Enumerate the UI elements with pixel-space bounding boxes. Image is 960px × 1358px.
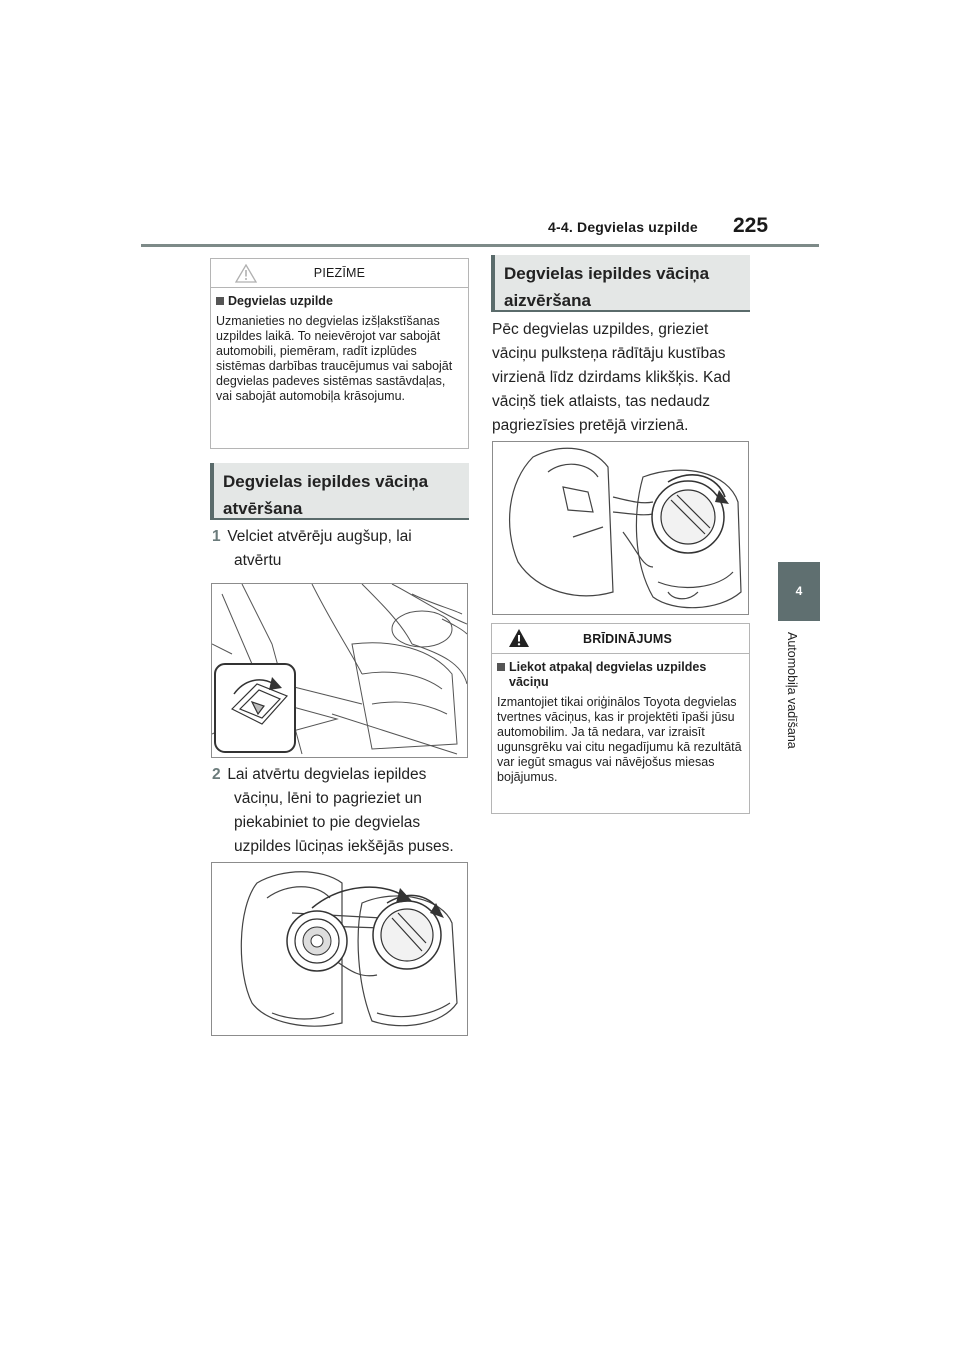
notice-box (210, 258, 469, 449)
heading-accent-bar (210, 463, 214, 518)
notice-header (211, 259, 468, 288)
closing-line-3: virzienā līdz dzirdams klikšķis. Kad (492, 369, 731, 386)
step-1-number: 1 (212, 528, 221, 545)
notice-subtitle-text: Degvielas uzpilde (228, 294, 333, 308)
notice-label: PIEZĪME (313, 266, 366, 280)
warning-label: BRĪDINĀJUMS (582, 632, 672, 646)
warning-box (491, 623, 750, 814)
step-1-line2: atvērtu (234, 552, 282, 569)
chapter-title-vertical (785, 632, 813, 782)
header-rule (141, 244, 819, 247)
closing-line-2: vāciņu pulksteņa rādītāju kustības (492, 345, 726, 362)
warning-subtitle-line2: vāciņu (509, 675, 549, 689)
closing-paragraph (492, 318, 752, 438)
step-2-line1: Lai atvērtu degvielas iepildes (227, 766, 427, 783)
closing-line-1: Pēc degvielas uzpildes, grieziet (492, 321, 709, 338)
step-1-line1: Velciet atvērēju augšup, lai (227, 528, 412, 545)
step-2 (212, 763, 468, 859)
warning-header (492, 624, 749, 654)
step-1 (212, 525, 468, 573)
warning-subtitle-text (509, 660, 706, 690)
heading-accent-bar (491, 255, 495, 310)
fuel-door-opener-illustration (212, 584, 467, 757)
chapter-title: Automobiļa vadīšana (785, 632, 799, 749)
opening-heading (210, 463, 469, 520)
warning-body (492, 654, 749, 785)
fuel-cap-closing-illustration (493, 442, 748, 614)
warning-text: Izmantojiet tikai oriģinālos Toyota degvielas tvertnes vāciņus, kas ir projektēti īpaši jūsu automobilim. Ja tā nedara, var izraisīt ugunsgrēku vai citu negadījumu kā rezultātā var iegūt smagus vai nāvējošus miesas bojājumus. (497, 695, 742, 784)
chapter-tab[interactable] (778, 562, 820, 620)
step-2-line4: uzpildes lūciņas iekšējās puses. (234, 838, 454, 855)
closing-line-4: vāciņš tiek atlaists, tas nedaudz (492, 393, 710, 410)
opening-heading-text (223, 468, 461, 522)
notice-text: Uzmanieties no degvielas izšļakstīšanas uzpildes laikā. To neievērojot var sabojāt automobili, piemēram, radīt izplūdes sistēmas darbības traucējumus vai sabojāt degvielas padeves sistēmas sastāvdaļas, vai sabojāt automobiļa krāsojumu. (216, 314, 453, 403)
fuel-cap-removal-illustration (212, 863, 467, 1035)
closing-heading-text (504, 260, 742, 314)
closing-heading (491, 255, 750, 312)
bullet-square-icon (216, 297, 224, 305)
figure-cap-closing (492, 441, 749, 615)
bullet-square-icon (497, 663, 505, 671)
opening-heading-line1: Degvielas iepildes vāciņa (223, 472, 429, 491)
notice-body (211, 288, 468, 404)
closing-heading-line2: aizvēršana (504, 291, 591, 310)
figure-cap-removal (211, 862, 468, 1036)
step-2-line3: piekabiniet to pie degvielas (234, 814, 421, 831)
step-2-line2: vāciņu, lēni to pagrieziet un (234, 790, 422, 807)
warning-subtitle-line1: Liekot atpakaļ degvielas uzpildes (509, 660, 707, 674)
warning-subtitle (497, 660, 744, 690)
figure-fuel-door-opener (211, 583, 468, 758)
section-title: 4-4. Degvielas uzpilde (548, 219, 698, 235)
chapter-number: 4 (795, 584, 803, 598)
notice-subtitle (216, 294, 463, 309)
chapter-tab-rule (778, 620, 820, 621)
closing-line-5: pagriezīsies pretējā virzienā. (492, 417, 689, 434)
page-number: 225 (733, 214, 769, 237)
step-2-number: 2 (212, 766, 221, 783)
opening-heading-line2: atvēršana (223, 499, 303, 518)
closing-heading-line1: Degvielas iepildes vāciņa (504, 264, 710, 283)
